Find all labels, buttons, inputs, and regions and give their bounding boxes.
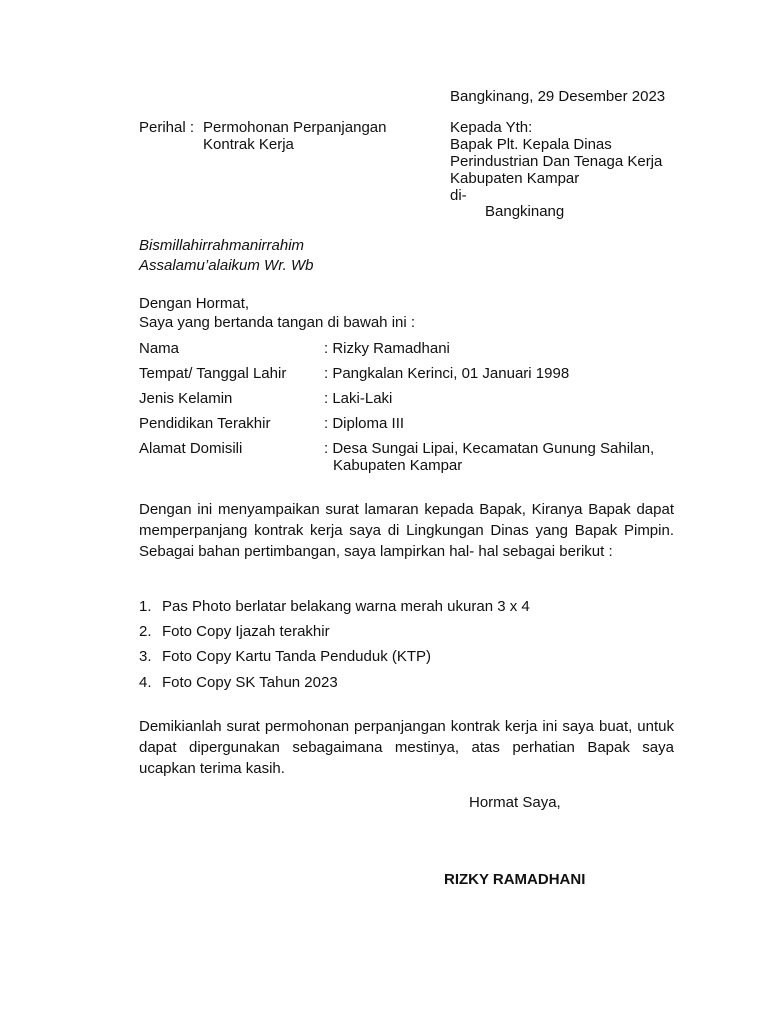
recipient-line-2: Bapak Plt. Kepala Dinas bbox=[450, 136, 612, 153]
field-value: : Laki-Laki bbox=[324, 390, 393, 407]
signatory-name: RIZKY RAMADHANI bbox=[444, 871, 586, 888]
field-value: : Rizky Ramadhani bbox=[324, 340, 450, 357]
field-label: Nama bbox=[139, 340, 180, 357]
recipient-line-6: Bangkinang bbox=[485, 203, 565, 220]
field-label: Jenis Kelamin bbox=[139, 390, 233, 407]
subject-line-1: Permohonan Perpanjangan bbox=[203, 119, 387, 136]
field-value: : Pangkalan Kerinci, 01 Januari 1998 bbox=[324, 365, 570, 382]
list-item-number: 4. bbox=[139, 674, 152, 691]
intro-line: Saya yang bertanda tangan di bawah ini : bbox=[139, 314, 416, 331]
subject-label: Perihal : bbox=[139, 119, 195, 136]
list-item: Pas Photo berlatar belakang warna merah ukuran 3 x 4 bbox=[162, 598, 530, 615]
list-item: Foto Copy SK Tahun 2023 bbox=[162, 674, 338, 691]
list-item-number: 3. bbox=[139, 648, 152, 665]
recipient-line-1: Kepada Yth: bbox=[450, 119, 533, 136]
recipient-line-5: di- bbox=[450, 187, 467, 204]
list-item-number: 2. bbox=[139, 623, 152, 640]
sign-off: Hormat Saya, bbox=[469, 794, 561, 811]
field-value: : Diploma III bbox=[324, 415, 405, 432]
body-paragraph: Dengan ini menyampaikan surat lamaran kepada Bapak, Kiranya Bapak dapat memperpanjang kontrak kerja saya di Lingkungan Dinas yang Bapak Pimpin. Sebagai bahan pertimbangan, saya lampirkan hal- hal sebagai berikut : bbox=[139, 501, 674, 560]
field-value-continued: Kabupaten Kampar bbox=[333, 457, 463, 474]
greeting: Dengan Hormat, bbox=[139, 295, 250, 312]
list-item-number: 1. bbox=[139, 598, 152, 615]
subject-line-2: Kontrak Kerja bbox=[203, 136, 294, 153]
field-value: : Desa Sungai Lipai, Kecamatan Gunung Sahilan, bbox=[324, 440, 655, 457]
field-label: Alamat Domisili bbox=[139, 440, 243, 457]
closing-paragraph: Demikianlah surat permohonan perpanjangan kontrak kerja ini saya buat, untuk dapat dipergunakan sebagaimana mestinya, atas perhatian Bapak saya ucapkan terima kasih. bbox=[139, 718, 674, 777]
basmalah: Bismillahirrahmanirrahim bbox=[139, 237, 305, 254]
list-item: Foto Copy Ijazah terakhir bbox=[162, 623, 330, 640]
place-date: Bangkinang, 29 Desember 2023 bbox=[450, 88, 666, 105]
field-label: Tempat/ Tanggal Lahir bbox=[139, 365, 287, 382]
list-item: Foto Copy Kartu Tanda Penduduk (KTP) bbox=[162, 648, 432, 665]
field-label: Pendidikan Terakhir bbox=[139, 415, 271, 432]
recipient-line-3: Perindustrian Dan Tenaga Kerja bbox=[450, 153, 663, 170]
salam: Assalamu’alaikum Wr. Wb bbox=[139, 257, 314, 274]
recipient-line-4: Kabupaten Kampar bbox=[450, 170, 580, 187]
